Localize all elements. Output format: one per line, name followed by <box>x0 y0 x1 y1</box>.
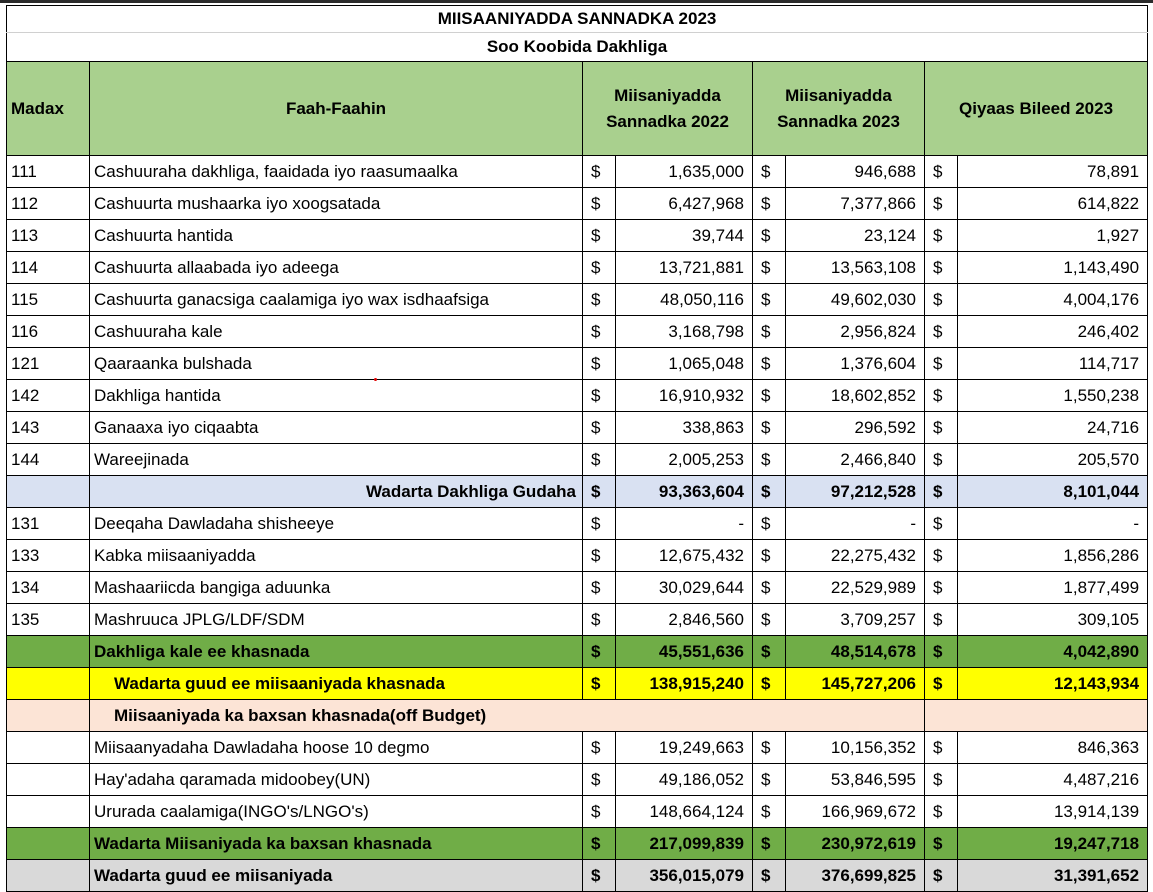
row-value-2022: 148,664,124 <box>616 796 753 828</box>
grand-total-monthly: 31,391,652 <box>958 860 1148 892</box>
row-value-2023: - <box>786 508 925 540</box>
domestic-revenue-rows <box>7 156 1148 476</box>
row-value-monthly: 24,716 <box>958 412 1148 444</box>
window-top-bar <box>0 0 1153 3</box>
currency-symbol: $ <box>753 796 786 828</box>
stray-red-dot <box>374 378 377 381</box>
header-2023-line1: Miisaniyadda <box>785 85 892 105</box>
domestic-total-2022: 93,363,604 <box>616 476 753 508</box>
other-total-monthly: 4,042,890 <box>958 636 1148 668</box>
row-value-2023: 7,377,866 <box>786 188 925 220</box>
domestic-total-monthly: 8,101,044 <box>958 476 1148 508</box>
row-description: Hay'adaha qaramada midoobey(UN) <box>90 764 583 796</box>
currency-symbol: $ <box>753 604 786 636</box>
currency-symbol: $ <box>925 668 958 700</box>
table-row <box>7 316 1148 348</box>
row-value-2022: 39,744 <box>616 220 753 252</box>
other-total-2022: 45,551,636 <box>616 636 753 668</box>
currency-symbol: $ <box>583 796 616 828</box>
currency-symbol: $ <box>753 444 786 476</box>
row-value-2022: 30,029,644 <box>616 572 753 604</box>
row-value-2022: 2,846,560 <box>616 604 753 636</box>
row-value-monthly: 1,550,238 <box>958 380 1148 412</box>
row-value-2023: 946,688 <box>786 156 925 188</box>
currency-symbol: $ <box>583 444 616 476</box>
row-value-2023: 3,709,257 <box>786 604 925 636</box>
row-value-2022: 2,005,253 <box>616 444 753 476</box>
row-value-2022: 1,635,000 <box>616 156 753 188</box>
currency-symbol: $ <box>753 316 786 348</box>
currency-symbol: $ <box>753 156 786 188</box>
treasury-total-row <box>7 668 1148 700</box>
currency-symbol: $ <box>583 572 616 604</box>
row-value-2022: 13,721,881 <box>616 252 753 284</box>
row-value-monthly: 1,143,490 <box>958 252 1148 284</box>
currency-symbol: $ <box>925 764 958 796</box>
currency-symbol: $ <box>753 508 786 540</box>
currency-symbol: $ <box>925 476 958 508</box>
table-row <box>7 508 1148 540</box>
currency-symbol: $ <box>753 284 786 316</box>
currency-symbol: $ <box>753 764 786 796</box>
row-code <box>7 732 90 764</box>
row-value-2022: 19,249,663 <box>616 732 753 764</box>
currency-symbol: $ <box>925 380 958 412</box>
title-row <box>7 6 1148 33</box>
currency-symbol: $ <box>753 860 786 892</box>
row-value-2022: 1,065,048 <box>616 348 753 380</box>
row-value-monthly: 1,856,286 <box>958 540 1148 572</box>
row-description: Cashuurta mushaarka iyo xoogsatada <box>90 188 583 220</box>
currency-symbol: $ <box>753 380 786 412</box>
currency-symbol: $ <box>925 860 958 892</box>
other-total-label: Dakhliga kale ee khasnada <box>90 636 583 668</box>
table-row <box>7 572 1148 604</box>
row-value-monthly: 309,105 <box>958 604 1148 636</box>
other-total-row <box>7 636 1148 668</box>
treasury-total-2022: 138,915,240 <box>616 668 753 700</box>
row-value-2023: 2,956,824 <box>786 316 925 348</box>
header-budget-2022 <box>583 62 753 156</box>
row-value-2023: 166,969,672 <box>786 796 925 828</box>
row-description: Kabka miisaaniyadda <box>90 540 583 572</box>
off-budget-rows <box>7 732 1148 828</box>
currency-symbol: $ <box>583 604 616 636</box>
currency-symbol: $ <box>925 604 958 636</box>
table-row <box>7 252 1148 284</box>
currency-symbol: $ <box>753 572 786 604</box>
row-value-monthly: 246,402 <box>958 316 1148 348</box>
row-description: Cashuurta hantida <box>90 220 583 252</box>
header-madax: Madax <box>7 62 90 156</box>
row-description: Ururada caalamiga(INGO's/LNGO's) <box>90 796 583 828</box>
row-value-2022: 48,050,116 <box>616 284 753 316</box>
row-value-2022: - <box>616 508 753 540</box>
off-budget-total-row <box>7 828 1148 860</box>
currency-symbol: $ <box>753 668 786 700</box>
off-budget-header: Miisaaniyada ka baxsan khasnada(off Budget) <box>90 700 925 732</box>
row-code: 131 <box>7 508 90 540</box>
off-budget-total-label: Wadarta Miisaniyada ka baxsan khasnada <box>90 828 583 860</box>
grand-total-label: Wadarta guud ee miisaniyada <box>90 860 583 892</box>
row-code: 115 <box>7 284 90 316</box>
row-description: Miisaanyadaha Dawladaha hoose 10 degmo <box>90 732 583 764</box>
row-value-monthly: 114,717 <box>958 348 1148 380</box>
row-value-2022: 49,186,052 <box>616 764 753 796</box>
header-budget-2023 <box>753 62 925 156</box>
row-code <box>7 764 90 796</box>
currency-symbol: $ <box>583 380 616 412</box>
row-code: 112 <box>7 188 90 220</box>
row-description: Ganaaxa iyo ciqaabta <box>90 412 583 444</box>
table-row <box>7 380 1148 412</box>
currency-symbol: $ <box>753 828 786 860</box>
currency-symbol: $ <box>583 156 616 188</box>
grand-total-2023: 376,699,825 <box>786 860 925 892</box>
grand-total-2022: 356,015,079 <box>616 860 753 892</box>
row-description: Mashruuca JPLG/LDF/SDM <box>90 604 583 636</box>
other-total-2023: 48,514,678 <box>786 636 925 668</box>
row-value-monthly: 4,487,216 <box>958 764 1148 796</box>
currency-symbol: $ <box>925 572 958 604</box>
row-value-2023: 13,563,108 <box>786 252 925 284</box>
row-value-2022: 12,675,432 <box>616 540 753 572</box>
currency-symbol: $ <box>583 668 616 700</box>
currency-symbol: $ <box>583 412 616 444</box>
row-value-2022: 16,910,932 <box>616 380 753 412</box>
table-subtitle: Soo Koobida Dakhliga <box>7 33 1148 62</box>
currency-symbol: $ <box>583 252 616 284</box>
currency-symbol: $ <box>925 828 958 860</box>
row-value-2023: 23,124 <box>786 220 925 252</box>
currency-symbol: $ <box>753 476 786 508</box>
row-description: Dakhliga hantida <box>90 380 583 412</box>
currency-symbol: $ <box>753 348 786 380</box>
table-row <box>7 412 1148 444</box>
off-budget-header-row <box>7 700 1148 732</box>
currency-symbol: $ <box>583 764 616 796</box>
header-2022-line1: Miisaniyadda <box>614 85 721 105</box>
currency-symbol: $ <box>925 156 958 188</box>
row-code: 114 <box>7 252 90 284</box>
row-code: 121 <box>7 348 90 380</box>
row-value-2023: 49,602,030 <box>786 284 925 316</box>
row-description: Cashuurta ganacsiga caalamiga iyo wax isdhaafsiga <box>90 284 583 316</box>
row-description: Cashuuraha dakhliga, faaidada iyo raasumaalka <box>90 156 583 188</box>
currency-symbol: $ <box>925 540 958 572</box>
grand-total-row <box>7 860 1148 892</box>
table-row <box>7 156 1148 188</box>
header-row <box>7 62 1148 156</box>
row-value-2023: 2,466,840 <box>786 444 925 476</box>
row-code: 135 <box>7 604 90 636</box>
currency-symbol: $ <box>753 220 786 252</box>
currency-symbol: $ <box>925 284 958 316</box>
row-code: 144 <box>7 444 90 476</box>
currency-symbol: $ <box>925 252 958 284</box>
table-row <box>7 444 1148 476</box>
currency-symbol: $ <box>583 284 616 316</box>
currency-symbol: $ <box>753 412 786 444</box>
row-code: 142 <box>7 380 90 412</box>
header-2022-line2: Sannadka 2022 <box>606 111 729 131</box>
row-value-monthly: 846,363 <box>958 732 1148 764</box>
off-budget-total-2023: 230,972,619 <box>786 828 925 860</box>
currency-symbol: $ <box>583 220 616 252</box>
other-revenue-rows <box>7 508 1148 636</box>
row-value-monthly: 614,822 <box>958 188 1148 220</box>
row-description: Cashuuraha kale <box>90 316 583 348</box>
currency-symbol: $ <box>583 508 616 540</box>
row-value-monthly: 78,891 <box>958 156 1148 188</box>
domestic-total-row <box>7 476 1148 508</box>
currency-symbol: $ <box>583 316 616 348</box>
table-row <box>7 764 1148 796</box>
row-value-monthly: - <box>958 508 1148 540</box>
row-value-monthly: 205,570 <box>958 444 1148 476</box>
row-value-monthly: 13,914,139 <box>958 796 1148 828</box>
off-budget-total-2022: 217,099,839 <box>616 828 753 860</box>
table-row <box>7 284 1148 316</box>
currency-symbol: $ <box>753 188 786 220</box>
table-row <box>7 796 1148 828</box>
currency-symbol: $ <box>925 636 958 668</box>
currency-symbol: $ <box>753 252 786 284</box>
header-monthly-estimate: Qiyaas Bileed 2023 <box>925 62 1148 156</box>
domestic-total-2023: 97,212,528 <box>786 476 925 508</box>
subtitle-row <box>7 33 1148 62</box>
domestic-total-label: Wadarta Dakhliga Gudaha <box>90 476 583 508</box>
currency-symbol: $ <box>583 188 616 220</box>
row-value-2022: 6,427,968 <box>616 188 753 220</box>
row-value-2022: 3,168,798 <box>616 316 753 348</box>
currency-symbol: $ <box>583 636 616 668</box>
row-value-2023: 18,602,852 <box>786 380 925 412</box>
currency-symbol: $ <box>753 732 786 764</box>
off-budget-total-monthly: 19,247,718 <box>958 828 1148 860</box>
row-code: 116 <box>7 316 90 348</box>
row-code <box>7 796 90 828</box>
currency-symbol: $ <box>583 476 616 508</box>
header-2023-line2: Sannadka 2023 <box>777 111 900 131</box>
table-title: MIISAANIYADDA SANNADKA 2023 <box>7 6 1148 33</box>
row-value-2023: 1,376,604 <box>786 348 925 380</box>
currency-symbol: $ <box>925 508 958 540</box>
currency-symbol: $ <box>925 348 958 380</box>
treasury-total-monthly: 12,143,934 <box>958 668 1148 700</box>
currency-symbol: $ <box>753 636 786 668</box>
row-code: 111 <box>7 156 90 188</box>
row-code: 113 <box>7 220 90 252</box>
currency-symbol: $ <box>925 444 958 476</box>
treasury-total-label: Wadarta guud ee miisaaniyada khasnada <box>90 668 583 700</box>
row-description: Cashuurta allaabada iyo adeega <box>90 252 583 284</box>
currency-symbol: $ <box>925 188 958 220</box>
currency-symbol: $ <box>583 348 616 380</box>
currency-symbol: $ <box>583 732 616 764</box>
table-row <box>7 348 1148 380</box>
row-value-2023: 22,529,989 <box>786 572 925 604</box>
row-description: Deeqaha Dawladaha shisheeye <box>90 508 583 540</box>
currency-symbol: $ <box>583 860 616 892</box>
table-row <box>7 604 1148 636</box>
treasury-total-2023: 145,727,206 <box>786 668 925 700</box>
table-row <box>7 732 1148 764</box>
currency-symbol: $ <box>583 540 616 572</box>
currency-symbol: $ <box>583 828 616 860</box>
row-code: 134 <box>7 572 90 604</box>
currency-symbol: $ <box>925 412 958 444</box>
row-description: Mashaariicda bangiga aduunka <box>90 572 583 604</box>
header-faahfaahin: Faah-Faahin <box>90 62 583 156</box>
row-description: Qaaraanka bulshada <box>90 348 583 380</box>
row-value-2022: 338,863 <box>616 412 753 444</box>
table-row <box>7 220 1148 252</box>
row-value-2023: 22,275,432 <box>786 540 925 572</box>
budget-table <box>6 5 1148 892</box>
currency-symbol: $ <box>925 316 958 348</box>
row-description: Wareejinada <box>90 444 583 476</box>
row-value-2023: 53,846,595 <box>786 764 925 796</box>
row-value-2023: 296,592 <box>786 412 925 444</box>
row-code: 133 <box>7 540 90 572</box>
row-value-monthly: 1,927 <box>958 220 1148 252</box>
currency-symbol: $ <box>925 220 958 252</box>
row-value-monthly: 4,004,176 <box>958 284 1148 316</box>
row-value-2023: 10,156,352 <box>786 732 925 764</box>
row-value-monthly: 1,877,499 <box>958 572 1148 604</box>
table-row <box>7 188 1148 220</box>
currency-symbol: $ <box>925 796 958 828</box>
table-row <box>7 540 1148 572</box>
row-code: 143 <box>7 412 90 444</box>
currency-symbol: $ <box>925 732 958 764</box>
currency-symbol: $ <box>753 540 786 572</box>
